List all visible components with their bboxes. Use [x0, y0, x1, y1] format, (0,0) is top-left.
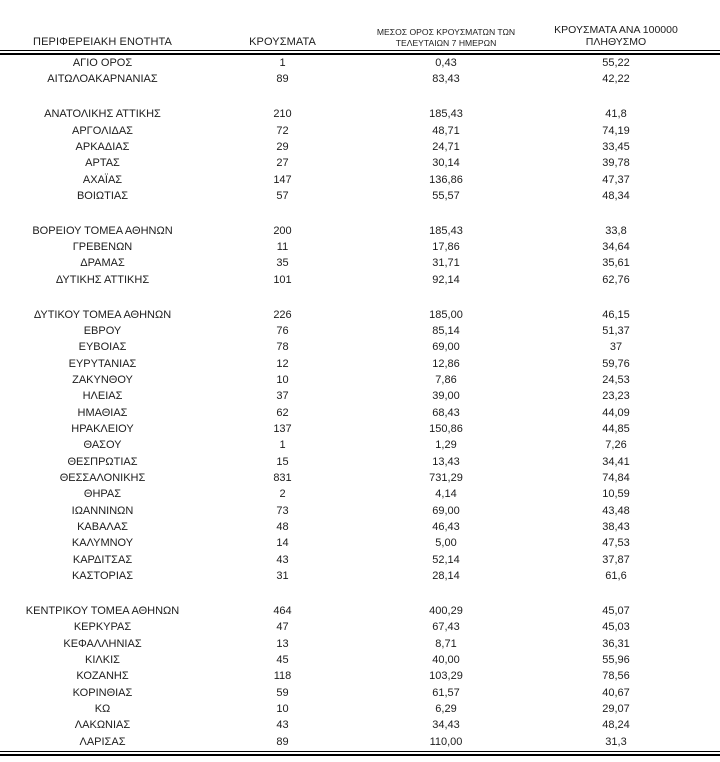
cases-cell: 200	[273, 224, 292, 237]
region-cell: ΔΥΤΙΚΟΥ ΤΟΜΕΑ ΑΘΗΝΩΝ	[33, 308, 172, 321]
region-cell: ΑΓΙΟ ΟΡΟΣ	[72, 57, 133, 69]
table-row	[0, 307, 720, 323]
footer-rule-thick	[0, 754, 720, 756]
per100k-cell: 38,43	[602, 521, 630, 534]
region-cell: ΚΕΝΤΡΙΚΟΥ ΤΟΜΕΑ ΑΘΗΝΩΝ	[25, 604, 180, 617]
group-separator-row	[0, 204, 720, 223]
per100k-cell: 43,48	[602, 504, 630, 517]
table-row	[0, 437, 720, 453]
region-cell: ΛΑΚΩΝΙΑΣ	[74, 719, 131, 732]
region-cell: ΕΒΡΟΥ	[83, 324, 122, 337]
avg7-cell: 17,86	[432, 241, 460, 254]
table-row	[0, 503, 720, 519]
cases-cell: 29	[276, 140, 289, 153]
table-body	[0, 55, 720, 750]
per100k-cell: 74,19	[602, 124, 630, 137]
table-row	[0, 552, 720, 568]
region-cell: ΛΑΡΙΣΑΣ	[79, 735, 126, 748]
region-cell: ΘΗΡΑΣ	[83, 488, 122, 501]
per100k-cell: 74,84	[602, 472, 630, 485]
avg7-cell: 28,14	[432, 570, 460, 583]
table-row	[0, 139, 720, 155]
per100k-cell: 41,8	[605, 108, 627, 121]
cases-cell: 12	[276, 357, 289, 370]
cases-cell: 831	[273, 472, 292, 485]
region-cell: ΒΟΙΩΤΙΑΣ	[76, 189, 129, 202]
cases-cell: 118	[273, 670, 292, 683]
per100k-cell: 78,56	[602, 670, 630, 683]
avg7-cell: 48,71	[432, 124, 460, 137]
per100k-cell: 39,78	[602, 157, 630, 170]
cases-cell: 210	[273, 108, 292, 121]
region-cell: ΚΑΒΑΛΑΣ	[77, 521, 128, 534]
cases-cell: 48	[276, 521, 289, 534]
avg7-cell: 731,29	[429, 472, 463, 485]
cases-cell: 11	[276, 241, 289, 254]
region-cell: ΚΩ	[94, 703, 111, 716]
column-header-per-100000-line1: ΚΡΟΥΣΜΑΤΑ ΑΝΑ 100000	[554, 24, 678, 36]
region-cell: ΚΕΡΚΥΡΑΣ	[73, 621, 132, 634]
table-row	[0, 668, 720, 684]
avg7-cell: 5,00	[435, 537, 457, 550]
cases-cell: 43	[276, 553, 289, 566]
table-row	[0, 106, 720, 122]
avg7-cell: 103,29	[429, 670, 463, 683]
avg7-cell: 13,43	[432, 455, 460, 468]
avg7-cell: 92,14	[432, 273, 460, 286]
per100k-cell: 47,53	[602, 537, 630, 550]
region-cell: ΗΡΑΚΛΕΙΟΥ	[71, 423, 134, 436]
table-row	[0, 372, 720, 388]
footer-rule-thin	[0, 751, 720, 752]
cases-cell: 15	[276, 455, 289, 468]
cases-cell: 35	[276, 257, 289, 270]
column-header-region: ΠΕΡΙΦΕΡΕΙΑΚΗ ΕΝΟΤΗΤΑ	[33, 36, 172, 48]
per100k-cell: 33,45	[602, 140, 630, 153]
table-row	[0, 155, 720, 171]
region-cell: ΗΛΕΙΑΣ	[82, 390, 123, 403]
region-cell: ΕΥΡΥΤΑΝΙΑΣ	[68, 357, 137, 370]
avg7-cell: 40,00	[432, 654, 460, 666]
table-row	[0, 172, 720, 188]
per100k-cell: 55,22	[602, 57, 630, 69]
region-cell: ΚΑΣΤΟΡΙΑΣ	[71, 570, 134, 583]
table-row	[0, 568, 720, 584]
table-row	[0, 470, 720, 486]
region-cell: ΑΡΚΑΔΙΑΣ	[75, 140, 130, 153]
region-cell: ΚΟΖΑΝΗΣ	[76, 670, 129, 683]
column-header-7day-average	[360, 27, 532, 48]
table-row	[0, 519, 720, 535]
cases-cell: 226	[273, 308, 292, 321]
table-row	[0, 685, 720, 701]
table-row	[0, 603, 720, 619]
per100k-cell: 44,85	[602, 423, 630, 436]
group-separator-row	[0, 584, 720, 603]
cases-cell: 10	[276, 374, 289, 386]
avg7-cell: 24,71	[432, 140, 460, 153]
avg7-cell: 150,86	[429, 423, 463, 436]
avg7-cell: 185,00	[429, 308, 463, 321]
per100k-cell: 34,41	[602, 455, 630, 468]
group-separator-row	[0, 88, 720, 107]
cases-cell: 45	[276, 654, 289, 666]
cases-cell: 13	[276, 637, 289, 650]
table-row	[0, 71, 720, 87]
per100k-cell: 31,3	[605, 735, 627, 748]
avg7-cell: 8,71	[435, 637, 457, 650]
region-cell: ΙΩΑΝΝΙΝΩΝ	[71, 504, 134, 517]
cases-cell: 57	[276, 189, 289, 202]
per100k-cell: 40,67	[602, 686, 630, 699]
avg7-cell: 68,43	[432, 406, 460, 419]
table-row	[0, 255, 720, 271]
avg7-cell: 4,14	[435, 488, 457, 501]
table-row	[0, 356, 720, 372]
cases-cell: 73	[276, 504, 289, 517]
avg7-cell: 39,00	[432, 390, 460, 403]
region-cell: ΒΟΡΕΙΟΥ ΤΟΜΕΑ ΑΘΗΝΩΝ	[32, 224, 173, 237]
region-cell: ΑΡΓΟΛΙΔΑΣ	[72, 124, 133, 137]
cases-cell: 47	[276, 621, 289, 634]
per100k-cell: 45,07	[602, 604, 630, 617]
table-row	[0, 223, 720, 239]
per100k-cell: 46,15	[602, 308, 630, 321]
per100k-cell: 23,23	[602, 390, 630, 403]
header-rule-thin	[0, 50, 720, 51]
region-cell: ΔΡΑΜΑΣ	[80, 257, 125, 270]
table-row	[0, 323, 720, 339]
cases-cell: 1	[279, 57, 286, 69]
per100k-cell: 34,64	[602, 241, 630, 254]
cases-cell: 78	[276, 341, 289, 354]
cases-cell: 62	[276, 406, 289, 419]
region-cell: ΘΑΣΟΥ	[83, 439, 122, 452]
per100k-cell: 48,24	[602, 719, 630, 732]
region-cell: ΗΜΑΘΙΑΣ	[77, 406, 128, 419]
avg7-cell: 400,29	[429, 604, 463, 617]
avg7-cell: 12,86	[432, 357, 460, 370]
table-header-row	[0, 21, 720, 49]
table-row	[0, 188, 720, 204]
table-row	[0, 652, 720, 668]
avg7-cell: 52,14	[432, 553, 460, 566]
avg7-cell: 185,43	[429, 224, 463, 237]
per100k-cell: 45,03	[602, 621, 630, 634]
cases-cell: 147	[273, 173, 292, 186]
table-row	[0, 339, 720, 355]
per100k-cell: 42,22	[602, 73, 630, 86]
per100k-cell: 35,61	[602, 257, 630, 270]
column-header-7day-average-line1: ΜΕΣΟΣ ΟΡΟΣ ΚΡΟΥΣΜΑΤΩΝ ΤΩΝ	[376, 27, 516, 37]
avg7-cell: 6,29	[435, 703, 457, 716]
table-row	[0, 55, 720, 71]
table-row	[0, 535, 720, 551]
cases-cell: 27	[276, 157, 289, 170]
cases-cell: 137	[273, 423, 292, 436]
table-row	[0, 454, 720, 470]
per100k-cell: 7,26	[605, 439, 627, 452]
per100k-cell: 51,37	[602, 324, 630, 337]
avg7-cell: 61,57	[432, 686, 460, 699]
region-cell: ΑΡΤΑΣ	[85, 157, 120, 170]
region-cell: ΖΑΚΥΝΘΟΥ	[72, 374, 133, 386]
avg7-cell: 110,00	[429, 735, 463, 748]
table-row	[0, 123, 720, 139]
region-cell: ΘΕΣΠΡΩΤΙΑΣ	[67, 455, 138, 468]
per100k-cell: 10,59	[602, 488, 630, 501]
cases-cell: 76	[276, 324, 289, 337]
region-cell: ΑΙΤΩΛΟΑΚΑΡΝΑΝΙΑΣ	[47, 73, 158, 86]
avg7-cell: 67,43	[432, 621, 460, 634]
region-cell: ΚΕΦΑΛΛΗΝΙΑΣ	[63, 637, 142, 650]
region-cell: ΑΧΑΪΑΣ	[82, 173, 123, 186]
avg7-cell: 69,00	[432, 504, 460, 517]
per100k-cell: 59,76	[602, 357, 630, 370]
avg7-cell: 69,00	[432, 341, 460, 354]
table-row	[0, 405, 720, 421]
table-row	[0, 421, 720, 437]
per100k-cell: 37,87	[602, 553, 630, 566]
per100k-cell: 47,37	[602, 173, 630, 186]
table-row	[0, 239, 720, 255]
per100k-cell: 37	[609, 341, 623, 354]
avg7-cell: 185,43	[429, 108, 463, 121]
cases-cell: 89	[276, 73, 289, 86]
per100k-cell: 48,34	[602, 189, 630, 202]
table-row	[0, 701, 720, 717]
cases-cell: 14	[276, 537, 289, 550]
cases-cell: 59	[276, 686, 289, 699]
column-header-7day-average-line2: ΤΕΛΕΥΤΑΙΩΝ 7 ΗΜΕΡΩΝ	[395, 37, 497, 48]
per100k-cell: 33,8	[605, 224, 627, 237]
table-row	[0, 388, 720, 404]
group-separator-row	[0, 288, 720, 307]
table-row	[0, 717, 720, 733]
region-cell: ΚΑΡΔΙΤΣΑΣ	[72, 553, 133, 566]
region-cell: ΔΥΤΙΚΗΣ ΑΤΤΙΚΗΣ	[55, 273, 150, 286]
table-row	[0, 272, 720, 288]
per100k-cell: 62,76	[602, 273, 630, 286]
region-cell: ΑΝΑΤΟΛΙΚΗΣ ΑΤΤΙΚΗΣ	[44, 108, 161, 121]
avg7-cell: 83,43	[432, 73, 460, 86]
per100k-cell: 44,09	[602, 406, 630, 419]
region-cell: ΚΙΛΚΙΣ	[85, 654, 120, 666]
per100k-cell: 24,53	[602, 374, 630, 386]
table-row	[0, 734, 720, 750]
cases-cell: 89	[276, 735, 289, 748]
per100k-cell: 55,96	[602, 654, 630, 666]
per100k-cell: 29,07	[602, 703, 630, 716]
cases-cell: 43	[276, 719, 289, 732]
region-cell: ΚΑΛΥΜΝΟΥ	[71, 537, 134, 550]
cases-cell: 101	[273, 273, 292, 286]
column-header-cases: ΚΡΟΥΣΜΑΤΑ	[249, 36, 316, 48]
avg7-cell: 30,14	[432, 157, 460, 170]
column-header-per-100000-line2: ΠΛΗΘΥΣΜΟ	[585, 35, 647, 48]
table-row	[0, 619, 720, 635]
cases-cell: 31	[276, 570, 289, 583]
avg7-cell: 1,29	[435, 439, 457, 452]
cases-cell: 1	[279, 439, 286, 452]
avg7-cell: 7,86	[435, 374, 457, 386]
per100k-cell: 36,31	[602, 637, 630, 650]
per100k-cell: 61,6	[605, 570, 627, 583]
avg7-cell: 136,86	[429, 173, 463, 186]
avg7-cell: 85,14	[432, 324, 460, 337]
region-cell: ΕΥΒΟΙΑΣ	[78, 341, 127, 354]
avg7-cell: 55,57	[432, 189, 460, 202]
table-row	[0, 486, 720, 502]
avg7-cell: 0,43	[435, 57, 457, 69]
region-cell: ΓΡΕΒΕΝΩΝ	[72, 241, 133, 254]
cases-cell: 10	[276, 703, 289, 716]
table-row	[0, 636, 720, 652]
cases-cell: 464	[273, 604, 292, 617]
avg7-cell: 31,71	[432, 257, 460, 270]
column-header-per-100000	[532, 25, 700, 48]
region-cell: ΚΟΡΙΝΘΙΑΣ	[72, 686, 133, 699]
cases-cell: 2	[279, 488, 286, 501]
avg7-cell: 46,43	[432, 521, 460, 534]
cases-cell: 72	[276, 124, 289, 137]
avg7-cell: 34,43	[432, 719, 460, 732]
cases-cell: 37	[276, 390, 289, 403]
region-cell: ΘΕΣΣΑΛΟΝΙΚΗΣ	[59, 472, 146, 485]
